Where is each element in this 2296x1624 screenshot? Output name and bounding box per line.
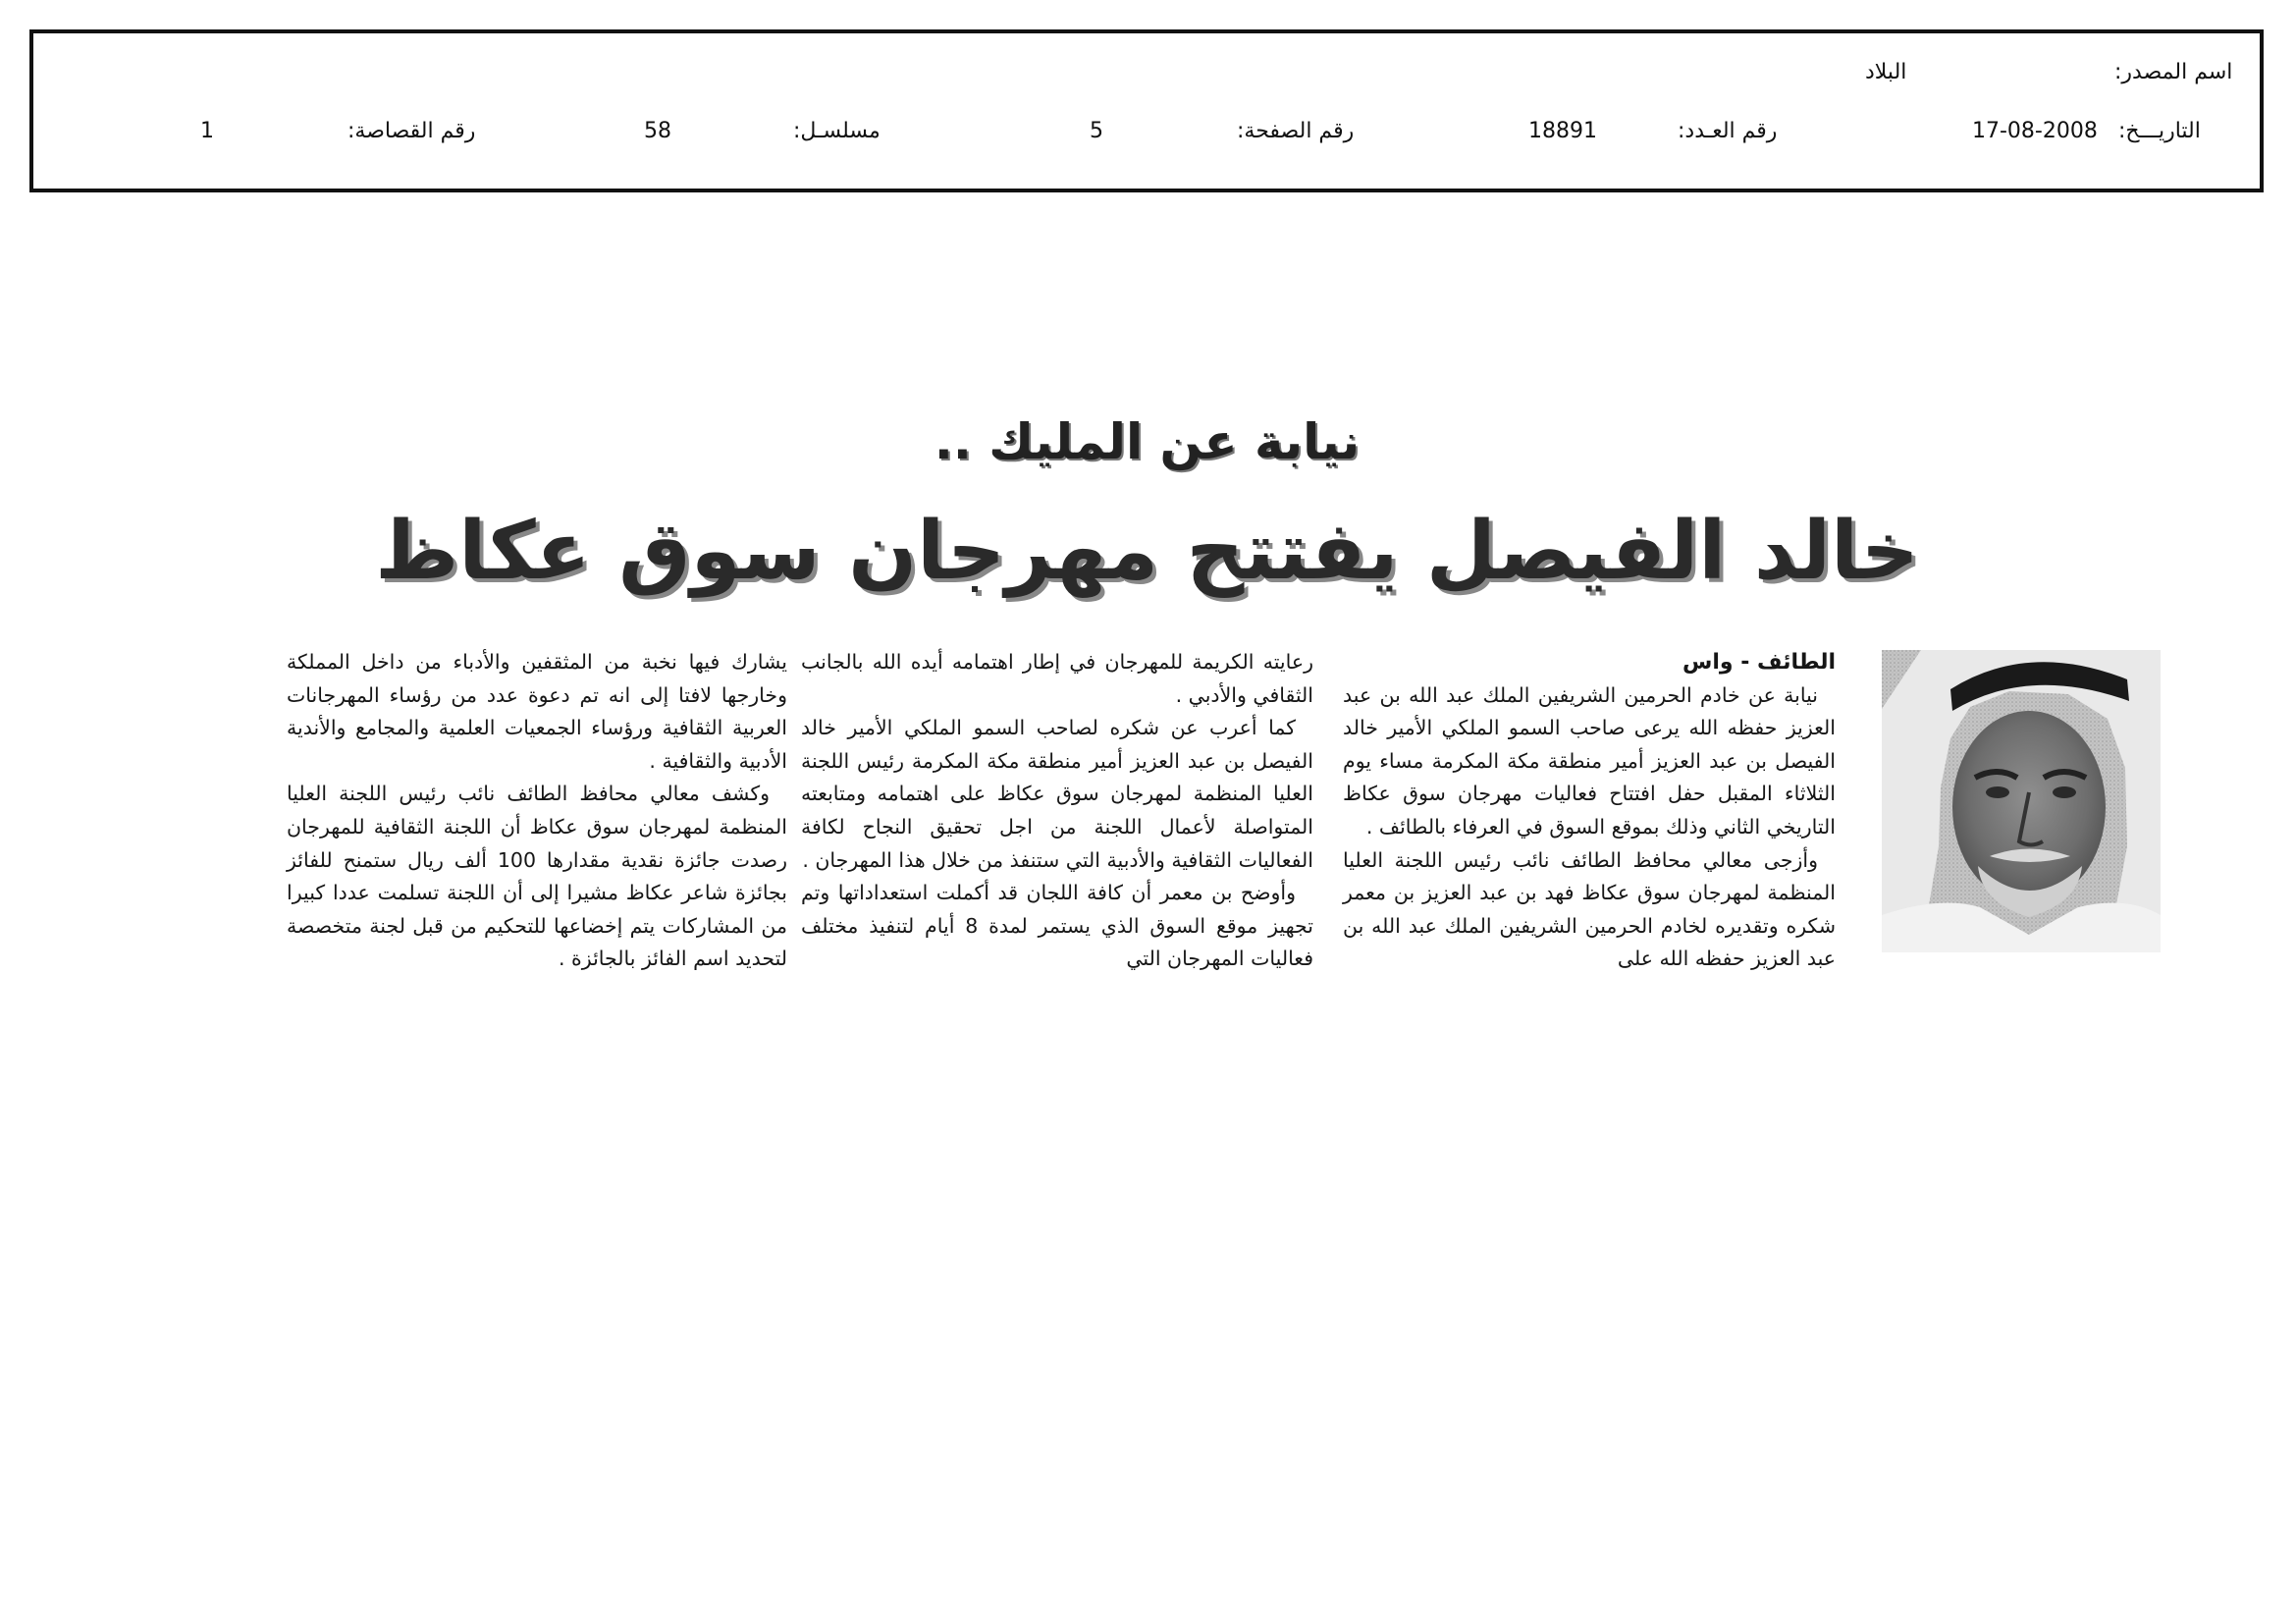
paragraph: رعايته الكريمة للمهرجان في إطار اهتمامه أيده الله بالجانب الثقافي والأدبي . [801,650,1313,707]
source-label: اسم المصدر: [2114,60,2233,84]
page-value: 5 [1090,119,1103,143]
article-dateline: الطائف - واس [1682,650,1836,675]
paragraph: وأزجى معالي محافظ الطائف نائب رئيس اللجنة العليا المنظمة لمهرجان سوق عكاظ فهد بن عبد العزيز بن معمر شكره وتقديره لخادم الحرمين الشريفين الملك عبد الله بن عبد العزيز حفظه الله على [1343,847,1836,971]
paragraph: كما أعرب عن شكره لصاحب السمو الملكي الأمير خالد الفيصل بن عبد العزيز أمير منطقة مكة المكرمة رئيس اللجنة العليا المنظمة لمهرجان سوق عكاظ على اهتمامه ومتابعته المتواصلة لأعمال اللجنة من اجل تحقيق النجاح لكافة الفعاليات الثقافية والأدبية التي ستنفذ من خلال هذا المهرجان . [801,716,1313,872]
article-headline [0,503,2296,601]
paragraph: نيابة عن خادم الحرمين الشريفين الملك عبد الله بن عبد العزيز حفظه الله يرعى صاحب السمو الملكي الأمير خالد الفيصل بن عبد العزيز أمير منطقة مكة المكرمة مساء يوم الثلاثاء المقبل حفل افتتاح فعاليات مهرجان سوق عكاظ التاريخي الثاني وذلك بموقع السوق في العرفاء بالطائف . [1343,682,1836,839]
paragraph: وأوضح بن معمر أن كافة اللجان قد أكملت استعداداتها وتم تجهيز موقع السوق الذي يستمر لمدة 8 أيام لتنفيذ مختلف فعاليات المهرجان التي [801,881,1313,971]
article-column-left [287,646,787,976]
paragraph: وكشف معالي محافظ الطائف نائب رئيس اللجنة العليا المنظمة لمهرجان سوق عكاظ أن اللجنة الثقافية للمهرجان رصدت جائزة نقدية مقدارها 100 ألف ريال ستمنح للفائز بجائزة شاعر عكاظ مشيرا إلى أن اللجنة تسلمت عددا كبيرا من المشاركات يتم إخضاعها للتحكيم من قبل لجنة متخصصة لتحديد اسم الفائز بالجائزة . [287,782,787,971]
portrait-illustration [1882,650,2161,952]
source-value: البلاد [1865,60,1907,84]
serial-label: مسلسـل: [793,119,881,143]
paragraph: يشارك فيها نخبة من المثقفين والأدباء من داخل المملكة وخارجها لافتا إلى انه تم دعوة عدد من رؤساء المهرجانات العربية الثقافية ورؤساء الجمعيات العلمية والمجامع والأندية الأدبية والثقافية . [287,650,787,773]
issue-label: رقم العـدد: [1678,119,1778,143]
portrait-photo [1882,650,2161,952]
clipping-metadata-box [29,29,2264,192]
article-kicker [0,410,2296,473]
date-value: 17-08-2008 [1972,119,2098,143]
article-column-middle [801,646,1313,976]
article-kicker-text: نيابة عن المليك .. [934,413,1361,470]
clipping-label: رقم القصاصة: [347,119,476,143]
article-column-right [1343,646,1836,976]
issue-value: 18891 [1528,119,1597,143]
page-label: رقم الصفحة: [1237,119,1355,143]
article-headline-text: خالد الفيصل يفتتح مهرجان سوق عكاظ [375,505,1919,598]
date-label: التاريـــخ: [2118,119,2201,143]
serial-value: 58 [644,119,671,143]
clipping-value: 1 [200,119,214,143]
